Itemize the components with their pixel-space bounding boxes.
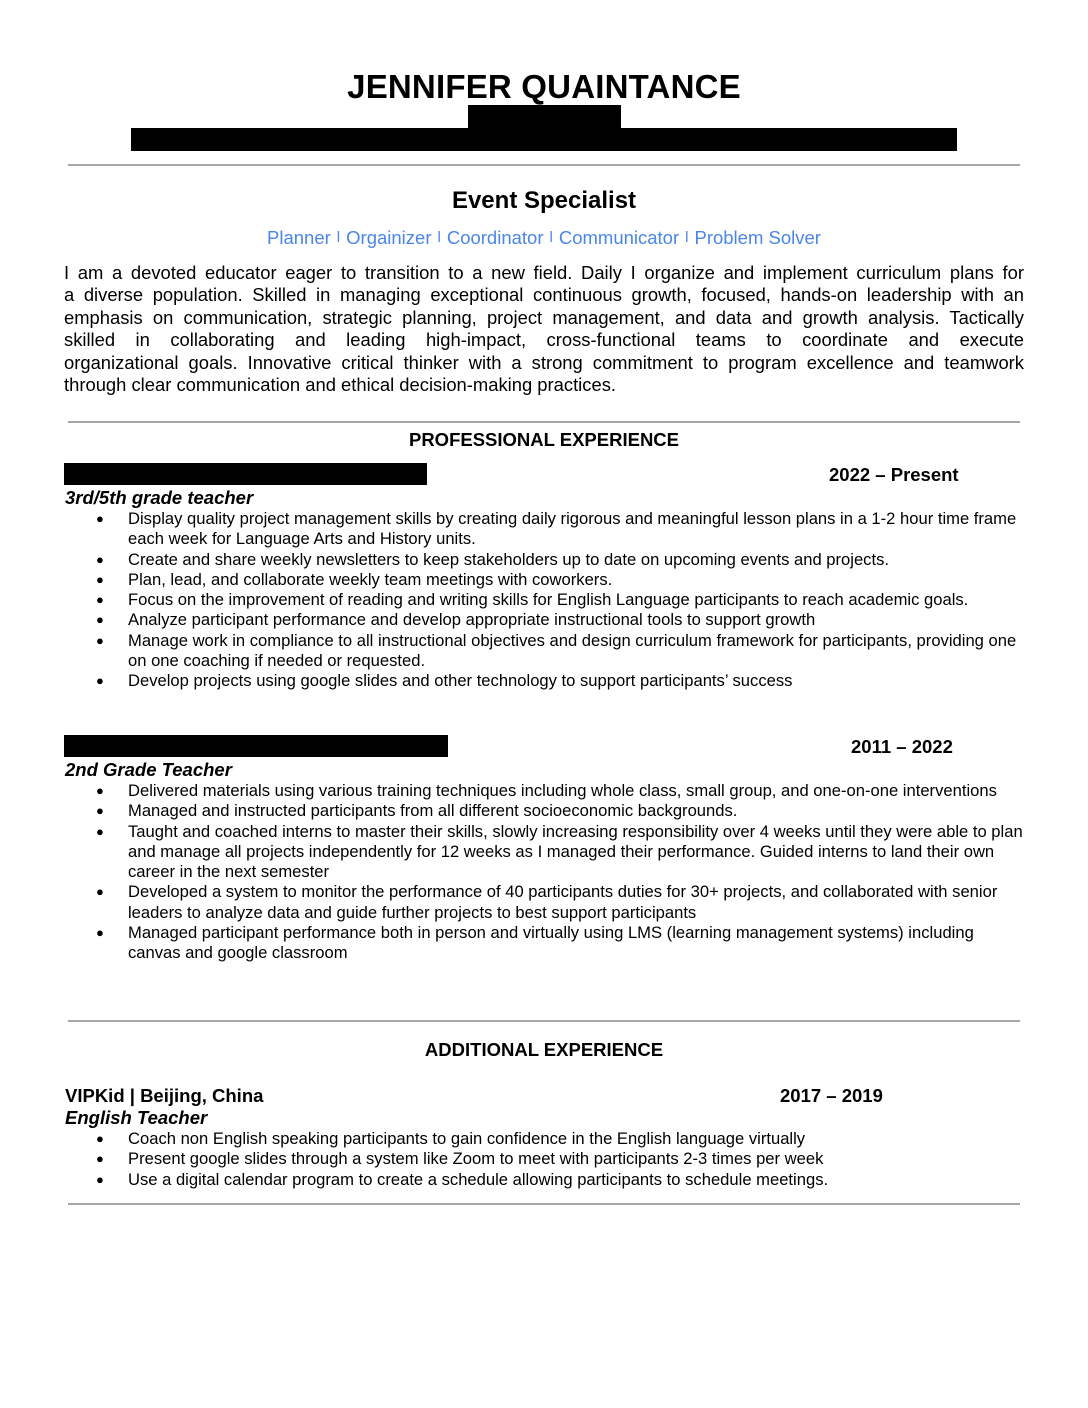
list-item: ● Plan, lead, and collaborate weekly team meetings with coworkers. [96, 569, 613, 589]
job-dates: 2011 – 2022 [851, 736, 953, 757]
list-item: ● Use a digital calendar program to create a schedule allowing participants to schedule meetings. [96, 1169, 829, 1189]
summary-line: skilled in collaborating and leading high-impact, cross-functional teams to coordinate and execute [64, 329, 1024, 351]
skill-item: Communicator [558, 227, 680, 248]
skill-separator: l [336, 229, 341, 246]
redacted-employer-1 [64, 463, 427, 485]
list-item: ● Manage work in compliance to all instructional objectives and design curriculum framework for participants, providing one on one coaching if needed or requested. [96, 630, 1017, 671]
bullet-icon: ● [96, 1151, 104, 1167]
skill-separator: l [685, 229, 689, 246]
bullet-icon: ● [96, 632, 104, 648]
skill-item: Planner [267, 227, 331, 248]
divider [68, 421, 1020, 423]
bullet-icon: ● [96, 823, 104, 839]
list-item: ● Develop projects using google slides and other technology to support participants’ success [96, 671, 793, 691]
job-dates: 2017 – 2019 [780, 1085, 883, 1106]
job-bullets [64, 1129, 1024, 1190]
divider [68, 1203, 1020, 1205]
bullet-icon: ● [96, 592, 104, 608]
redacted-employer-2 [64, 735, 448, 757]
skill-separator: l [549, 229, 553, 246]
redacted-contact-line-1 [468, 105, 621, 129]
skill-item: Orgainizer [346, 227, 432, 248]
headline-title: Event Specialist [451, 187, 637, 214]
divider [68, 1020, 1020, 1022]
list-item: ● Present google slides through a system like Zoom to meet with participants 2-3 times per week [96, 1149, 824, 1169]
skill-item: Coordinator [446, 227, 544, 248]
job-role: 2nd Grade Teacher [65, 759, 232, 780]
summary-paragraph [64, 262, 1024, 396]
list-item: ● Focus on the improvement of reading and writing skills for English Language participants to reach academic goals. [96, 590, 969, 610]
bullet-icon: ● [96, 1171, 104, 1187]
bullet-icon: ● [96, 511, 104, 526]
bullet-icon: ● [96, 551, 104, 567]
divider [68, 164, 1020, 166]
summary-line: emphasis on communication, strategic planning, project management, and data and growth analysis. Tactically [64, 306, 1024, 328]
candidate-name: JENNIFER QUAINTANCE [347, 68, 741, 105]
job-bullets [64, 781, 1024, 964]
summary-line: I am a devoted educator eager to transition to a new field. Daily I organize and implement curriculum plans for [64, 262, 1024, 283]
summary-line: organizational goals. Innovative critical thinker with a strong commitment to program excellence and teamwork [64, 351, 1024, 373]
skills-list [0, 227, 1088, 249]
bullet-icon: ● [96, 571, 104, 587]
job-role: 3rd/5th grade teacher [65, 487, 254, 508]
bullet-icon: ● [96, 925, 104, 941]
list-item: ● Managed participant performance both in person and virtually using LMS (learning management systems) including canvas and google classroom [96, 923, 974, 963]
list-item: ● Delivered materials using various training techniques including whole class, small group, and one-on-one interventions [96, 781, 997, 800]
job-role: English Teacher [65, 1107, 208, 1128]
company-location: VIPKid | Beijing, China [65, 1085, 264, 1106]
job-dates: 2022 – Present [829, 464, 959, 485]
bullet-icon: ● [96, 884, 104, 900]
bullet-icon: ● [96, 612, 104, 628]
bullet-icon: ● [96, 1131, 104, 1146]
list-item: ● Taught and coached interns to master their skills, slowly increasing responsibility over 4 weeks until they were able to plan and manage all projects independently for 12 weeks as I managed their performance. Guided interns to land their own career in the next semester [96, 821, 1023, 882]
list-item: ● Create and share weekly newsletters to keep stakeholders up to date on upcoming events and projects. [96, 549, 889, 569]
list-item: ● Developed a system to monitor the performance of 40 participants duties for 30+ projects, and collaborated with senior leaders to analyze data and guide further projects to best support participants [96, 882, 998, 922]
redacted-contact-line-2 [131, 128, 957, 151]
skill-separator: l [437, 229, 441, 246]
summary-line: through clear communication and ethical decision-making practices. [64, 374, 616, 396]
summary-line: a diverse population. Skilled in managing exceptional continuous growth, focused, hands-on leadership with an [64, 284, 1024, 306]
list-item: ● Managed and instructed participants from all different socioeconomic backgrounds. [96, 801, 738, 821]
section-heading-professional: PROFESSIONAL EXPERIENCE [408, 429, 680, 450]
skill-item: Problem Solver [694, 227, 821, 248]
list-item: ● Analyze participant performance and develop appropriate instructional tools to support growth [96, 610, 816, 630]
bullet-icon: ● [96, 673, 104, 689]
bullet-icon: ● [96, 783, 104, 798]
bullet-icon: ● [96, 803, 104, 819]
list-item: ● Display quality project management skills by creating daily rigorous and meaningful lesson plans in a 1-2 hour time frame each week for Language Arts and History units. [96, 509, 1017, 549]
list-item: ● Coach non English speaking participants to gain confidence in the English language virtually [96, 1129, 806, 1148]
job-bullets [64, 509, 1024, 692]
section-heading-additional: ADDITIONAL EXPERIENCE [424, 1039, 664, 1060]
